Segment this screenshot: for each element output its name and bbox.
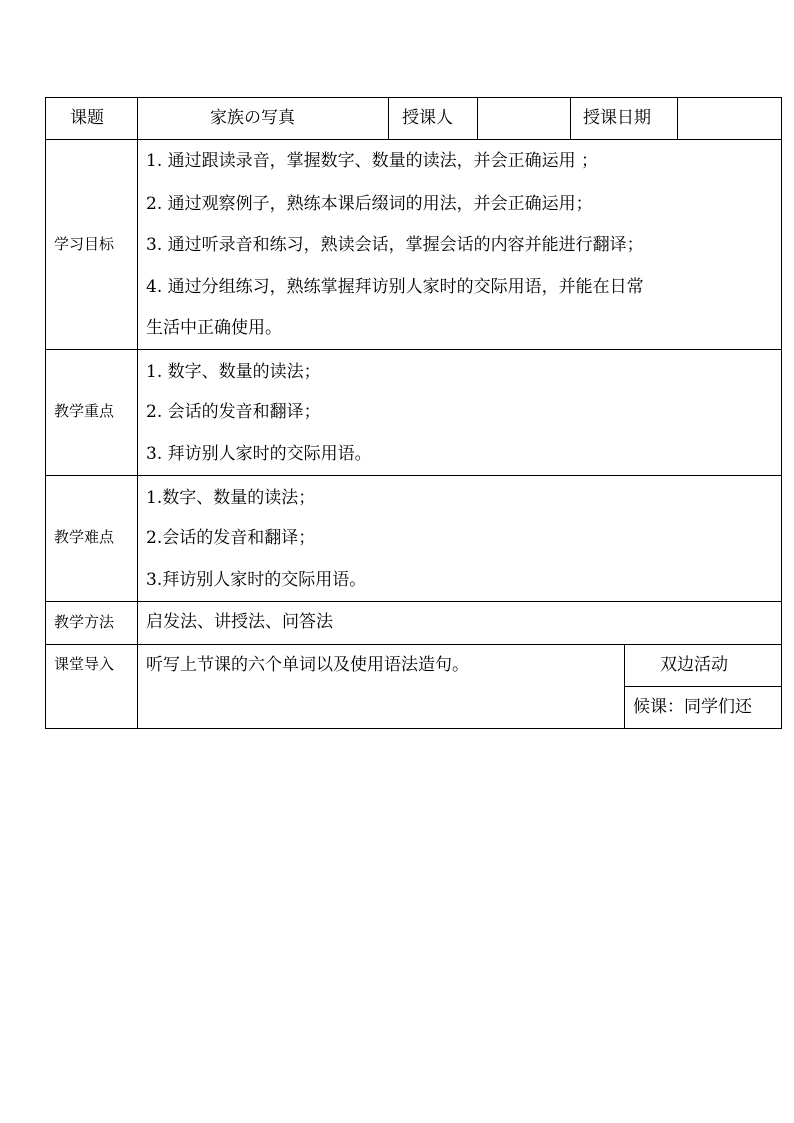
intro-value: 听写上节课的六个单词以及使用语法造句。	[146, 655, 469, 675]
table-col-divider	[624, 644, 625, 729]
table-row-divider	[45, 139, 782, 140]
key-point-item: 1. 数字、数量的读法；	[146, 362, 321, 382]
table-border-bottom	[45, 728, 782, 729]
activity-value: 候课：同学们还	[633, 697, 752, 717]
methods-label: 教学方法	[54, 613, 115, 631]
table-col-divider	[477, 97, 478, 140]
key-points-label: 教学重点	[54, 402, 115, 420]
difficulty-item: 2.会话的发音和翻译；	[146, 528, 316, 548]
objective-item: 3. 通过听录音和练习，熟读会话，掌握会话的内容并能进行翻译；	[146, 235, 644, 255]
objectives-label: 学习目标	[54, 235, 115, 253]
difficulty-item: 3.拜访别人家时的交际用语。	[146, 570, 367, 590]
activity-header: 双边活动	[660, 655, 728, 675]
table-col-divider	[570, 97, 571, 140]
table-row-divider	[45, 601, 782, 602]
table-border-left	[45, 97, 46, 729]
table-row-divider	[45, 475, 782, 476]
title-value: 家族の写真	[210, 108, 295, 128]
key-point-item: 3. 拜访别人家时的交际用语。	[146, 444, 372, 464]
table-cell-divider	[624, 686, 782, 687]
table-row-divider	[45, 349, 782, 350]
difficulty-item: 1.数字、数量的读法；	[146, 488, 316, 508]
table-border-top	[45, 97, 782, 98]
objective-item: 2. 通过观察例子，熟练本课后缀词的用法，并会正确运用；	[146, 194, 593, 214]
difficulties-label: 教学难点	[54, 528, 115, 546]
intro-label: 课堂导入	[54, 655, 115, 673]
table-col-divider	[677, 97, 678, 140]
objective-item: 4. 通过分组练习，熟练掌握拜访别人家时的交际用语，并能在日常	[146, 277, 644, 297]
objective-item: 生活中正确使用。	[146, 318, 282, 338]
table-col-divider	[388, 97, 389, 140]
teacher-label: 授课人	[402, 108, 453, 128]
methods-value: 启发法、讲授法、问答法	[146, 612, 333, 632]
table-row-divider	[45, 644, 782, 645]
table-border-right	[781, 97, 782, 729]
title-label: 课题	[70, 108, 104, 128]
objective-item: 1. 通过跟读录音，掌握数字、数量的读法，并会正确运用 ；	[146, 151, 599, 171]
date-label: 授课日期	[583, 108, 651, 128]
table-col-divider	[137, 97, 138, 729]
key-point-item: 2. 会话的发音和翻译；	[146, 402, 321, 422]
